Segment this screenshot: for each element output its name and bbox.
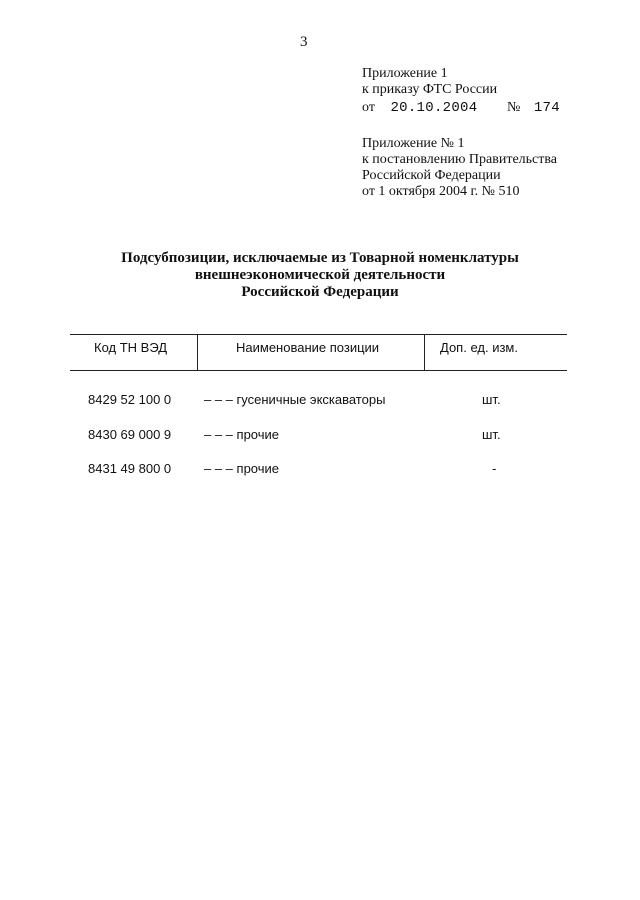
row-code: 8430 69 000 9 [88, 427, 172, 442]
document-title [60, 250, 580, 301]
row-name: – – – прочие [204, 427, 280, 442]
title-line-3: Российской Федерации [241, 284, 399, 300]
annex-2-government-line: Российской Федерации [362, 168, 501, 183]
annex-1-date: 20.10.2004 [390, 100, 478, 116]
annex-1-block [362, 66, 560, 116]
row-name: – – – прочие [204, 461, 280, 476]
row-unit: шт. [482, 392, 501, 407]
table-column-divider-1 [197, 334, 198, 370]
row-unit: - [492, 461, 497, 476]
annex-2-block [362, 136, 557, 200]
column-header-unit: Доп. ед. изм. [440, 340, 518, 355]
row-name: – – – гусеничные экскаваторы [204, 392, 386, 407]
table-header-bottom-rule [70, 370, 567, 371]
column-header-code: Код ТН ВЭД [94, 340, 168, 355]
annex-2-title: Приложение № 1 [362, 136, 465, 151]
table-top-rule [70, 334, 567, 335]
table-column-divider-2 [424, 334, 425, 370]
annex-1-title: Приложение 1 [362, 66, 448, 81]
annex-2-resolution-line: к постановлению Правительства [362, 152, 558, 167]
row-code: 8431 49 800 0 [88, 461, 172, 476]
page-number: 3 [300, 34, 308, 50]
column-header-name: Наименование позиции [236, 340, 380, 355]
annex-1-date-line [362, 100, 560, 116]
annex-1-order-line: к приказу ФТС России [362, 82, 498, 97]
annex-1-number-label: № [506, 100, 521, 115]
row-unit: шт. [482, 427, 501, 442]
title-line-1: Подсубпозиции, исключаемые из Товарной номенклатуры [121, 250, 519, 266]
title-line-2: внешнеэкономической деятельности [194, 267, 446, 283]
annex-1-from-label: от [362, 100, 375, 115]
row-code: 8429 52 100 0 [88, 392, 172, 407]
annex-1-number: 174 [533, 100, 560, 116]
annex-2-date-line: от 1 октября 2004 г. № 510 [362, 184, 520, 199]
